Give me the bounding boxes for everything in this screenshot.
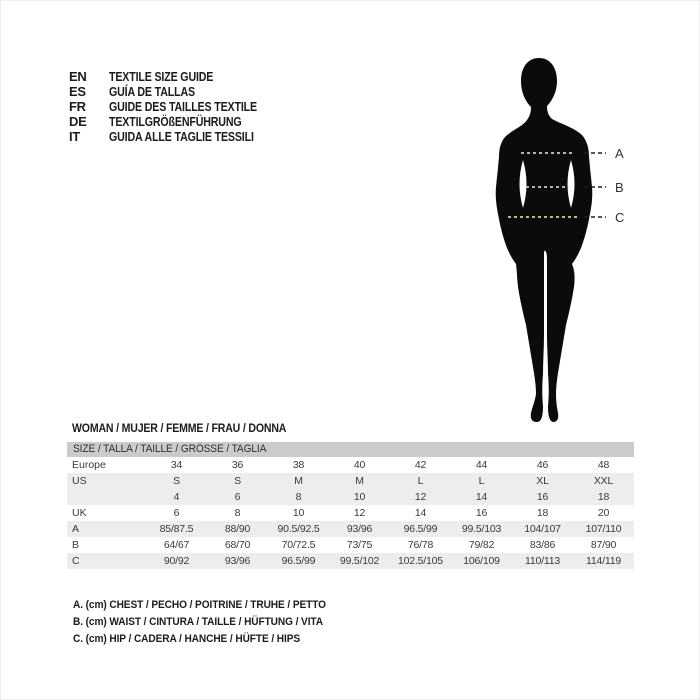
table-cell: 64/67	[163, 539, 190, 551]
table-row-hip	[67, 553, 634, 569]
table-cell: 102.5/105	[398, 555, 443, 567]
table-cell: 18	[536, 507, 549, 519]
table-cell: 99.5/103	[461, 523, 502, 535]
table-cell: 93/96	[224, 555, 251, 567]
table-row-waist	[67, 537, 634, 553]
table-cell: 96.5/99	[281, 555, 316, 567]
table-cell: M	[355, 475, 364, 487]
language-title: TEXTILGRÖßENFÜHRUNG	[109, 114, 242, 129]
table-cell: 34	[170, 459, 183, 471]
table-cell: 110/113	[525, 555, 560, 567]
table-cell: 6	[173, 507, 180, 519]
table-cell: 8	[295, 491, 302, 503]
legend-line-chest: A. (cm) CHEST / PECHO / POITRINE / TRUHE / PETTO	[73, 599, 326, 611]
table-cell: L	[417, 475, 424, 487]
row-label: C	[72, 555, 80, 567]
woman-silhouette-svg	[491, 56, 671, 426]
table-cell: 14	[475, 491, 488, 503]
table-cell: 4	[173, 491, 180, 503]
table-cell: 10	[353, 491, 366, 503]
table-cell: 20	[597, 507, 610, 519]
table-cell: XXL	[593, 475, 614, 487]
row-label	[67, 489, 146, 505]
table-cell: 104/107	[524, 523, 561, 535]
table-cell: 90/92	[163, 555, 190, 567]
table-cell: 38	[292, 459, 305, 471]
table-cell: S	[234, 475, 241, 487]
language-row	[69, 84, 289, 99]
language-row	[69, 69, 289, 84]
table-cell: 87/90	[590, 539, 617, 551]
table-cell: S	[173, 475, 180, 487]
row-label: Europe	[72, 459, 106, 471]
size-table	[67, 442, 634, 569]
language-row	[69, 129, 289, 144]
table-cell: 12	[353, 507, 366, 519]
table-cell: 8	[234, 507, 241, 519]
table-cell: 79/82	[468, 539, 495, 551]
language-title: GUIDE DES TAILLES TEXTILE	[109, 99, 257, 114]
language-title: GUÍA DE TALLAS	[109, 84, 195, 99]
table-cell: 90.5/92.5	[277, 523, 320, 535]
table-row-uk	[67, 505, 634, 521]
table-cell: L	[478, 475, 485, 487]
table-cell: 68/70	[224, 539, 251, 551]
language-title: TEXTILE SIZE GUIDE	[109, 69, 214, 84]
table-cell: 18	[597, 491, 610, 503]
gender-section-label: WOMAN / MUJER / FEMME / FRAU / DONNA	[72, 421, 287, 435]
table-cell: 83/86	[529, 539, 556, 551]
table-cell: 46	[536, 459, 549, 471]
table-cell: 40	[353, 459, 366, 471]
row-label: UK	[72, 507, 87, 519]
measurement-legend	[73, 597, 348, 648]
legend-line-waist: B. (cm) WAIST / CINTURA / TAILLE / HÜFTUNG / VITA	[73, 616, 323, 628]
woman-silhouette	[496, 58, 593, 422]
table-cell: 96.5/99	[403, 523, 438, 535]
row-label: B	[72, 539, 80, 551]
table-cell: 76/78	[407, 539, 434, 551]
marker-c-label: C	[615, 210, 625, 225]
table-cell: 42	[414, 459, 427, 471]
row-label: A	[72, 523, 80, 535]
table-cell: 48	[597, 459, 610, 471]
table-cell: 106/109	[463, 555, 500, 567]
table-cell: 107/110	[585, 523, 622, 535]
language-row	[69, 114, 289, 129]
legend-line-hip: C. (cm) HIP / CADERA / HANCHE / HÜFTE / HIPS	[73, 633, 301, 645]
language-code: FR	[69, 99, 86, 114]
table-cell: 16	[475, 507, 488, 519]
table-cell: 36	[231, 459, 244, 471]
table-row-us-numeric	[67, 489, 634, 505]
table-cell: 93/96	[346, 523, 373, 535]
table-cell: 44	[475, 459, 488, 471]
table-cell: 70/72.5	[281, 539, 316, 551]
marker-a-label: A	[615, 146, 624, 161]
language-code: IT	[69, 129, 80, 144]
row-label: US	[72, 475, 87, 487]
table-cell: 85/87.5	[159, 523, 194, 535]
language-code: ES	[69, 84, 86, 99]
table-cell: 73/75	[346, 539, 373, 551]
table-cell: 16	[536, 491, 549, 503]
table-cell: XL	[536, 475, 549, 487]
language-title: GUIDA ALLE TAGLIE TESSILI	[109, 129, 254, 144]
language-code: EN	[69, 69, 87, 84]
size-table-header	[67, 442, 634, 457]
table-cell: 6	[234, 491, 241, 503]
woman-silhouette-figure	[491, 56, 671, 426]
table-cell: 10	[292, 507, 305, 519]
language-row	[69, 99, 289, 114]
language-title-list	[69, 69, 289, 144]
marker-b-label: B	[615, 180, 624, 195]
table-row-europe	[67, 457, 634, 473]
table-cell: M	[294, 475, 303, 487]
table-cell: 12	[414, 491, 427, 503]
table-row-us	[67, 473, 634, 489]
table-cell: 114/119	[586, 555, 621, 567]
table-cell: 99.5/102	[339, 555, 380, 567]
table-row-chest	[67, 521, 634, 537]
table-cell: 14	[414, 507, 427, 519]
table-cell: 88/90	[224, 523, 251, 535]
language-code: DE	[69, 114, 87, 129]
size-table-header-text: SIZE / TALLA / TAILLE / GRÖSSE / TAGLIA	[73, 443, 267, 455]
